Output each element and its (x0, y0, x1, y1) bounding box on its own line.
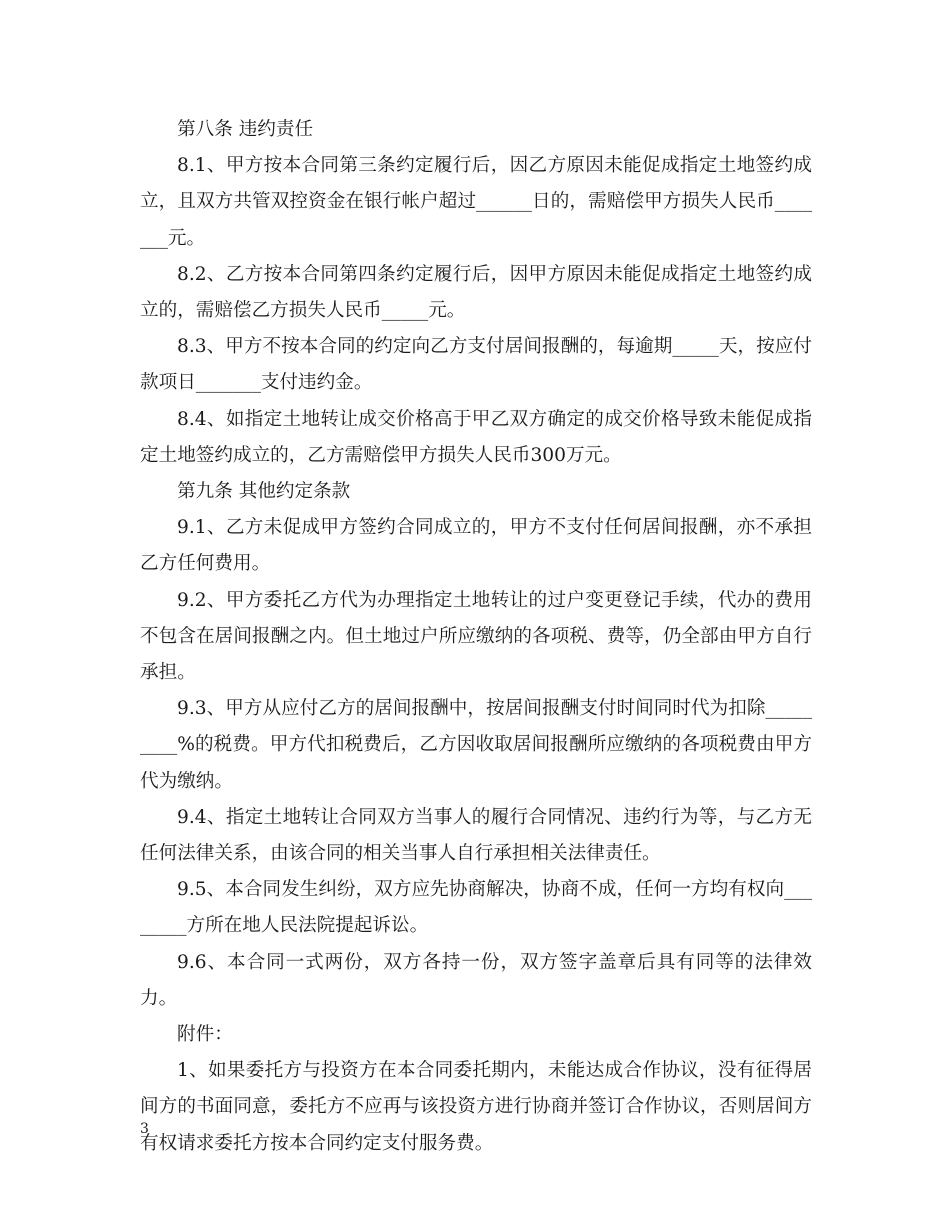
clause-9-4: 9.4、指定土地转让合同双方当事人的履行合同情况、违约行为等，与乙方无任何法律关系，由该合同的相关当事人自行承担相关法律责任。 (140, 806, 812, 865)
clause-9-2: 9.2、甲方委托乙方代为办理指定土地转让的过户变更登记手续，代办的费用不包含在居间报酬之内。但土地过户所应缴纳的各项税、费等，仍全部由甲方自行承担。 (140, 589, 812, 684)
attachment-heading: 附件： (177, 1024, 233, 1046)
clause-9-3: 9.3、甲方从应付乙方的居间报酬中，按居间报酬支付时间同时代为扣除_________%的税费。甲方代扣税费后，乙方因收取居间报酬所应缴纳的各项税费由甲方代为缴纳。 (140, 698, 812, 792)
clause-8-4: 8.4、如指定土地转让成交价格高于甲乙双方确定的成交价格导致未能促成指定土地签约成立的，乙方需赔偿甲方损失人民币300万元。 (140, 408, 812, 466)
document-body (140, 112, 812, 1162)
clause-9-1: 9.1、乙方未促成甲方签约合同成立的，甲方不支付任何居间报酬，亦不承担乙方任何费用。 (140, 517, 812, 575)
page-number: 3 (140, 1121, 149, 1137)
clause-9-6: 9.6、本合同一式两份，双方各持一份，双方签字盖章后具有同等的法律效力。 (140, 951, 812, 1009)
attachment-item-1: 1、如果委托方与投资方在本合同委托期内，未能达成合作协议，没有征得居间方的书面同意，委托方不应再与该投资方进行协商并签订合作协议，否则居间方有权请求委托方按本合同约定支付服务费。 (140, 1060, 812, 1154)
clause-8-1: 8.1、甲方按本合同第三条约定履行后，因乙方原因未能促成指定土地签约成立，且双方共管双控资金在银行帐户超过______日的，需赔偿甲方损失人民币_______元。 (140, 155, 812, 249)
clause-8-2: 8.2、乙方按本合同第四条约定履行后，因甲方原因未能促成指定土地签约成立的，需赔偿乙方损失人民币_____元。 (140, 263, 812, 322)
section-heading-article-8: 第八条 违约责任 (177, 119, 314, 140)
clause-8-3: 8.3、甲方不按本合同的约定向乙方支付居间报酬的，每逾期_____天，按应付款项日_______支付违约金。 (140, 336, 812, 394)
clause-9-5: 9.5、本合同发生纠纷，双方应先协商解决，协商不成，任何一方均有权向________方所在地人民法院提起诉讼。 (140, 879, 812, 937)
section-heading-article-9: 第九条 其他约定条款 (177, 481, 351, 503)
